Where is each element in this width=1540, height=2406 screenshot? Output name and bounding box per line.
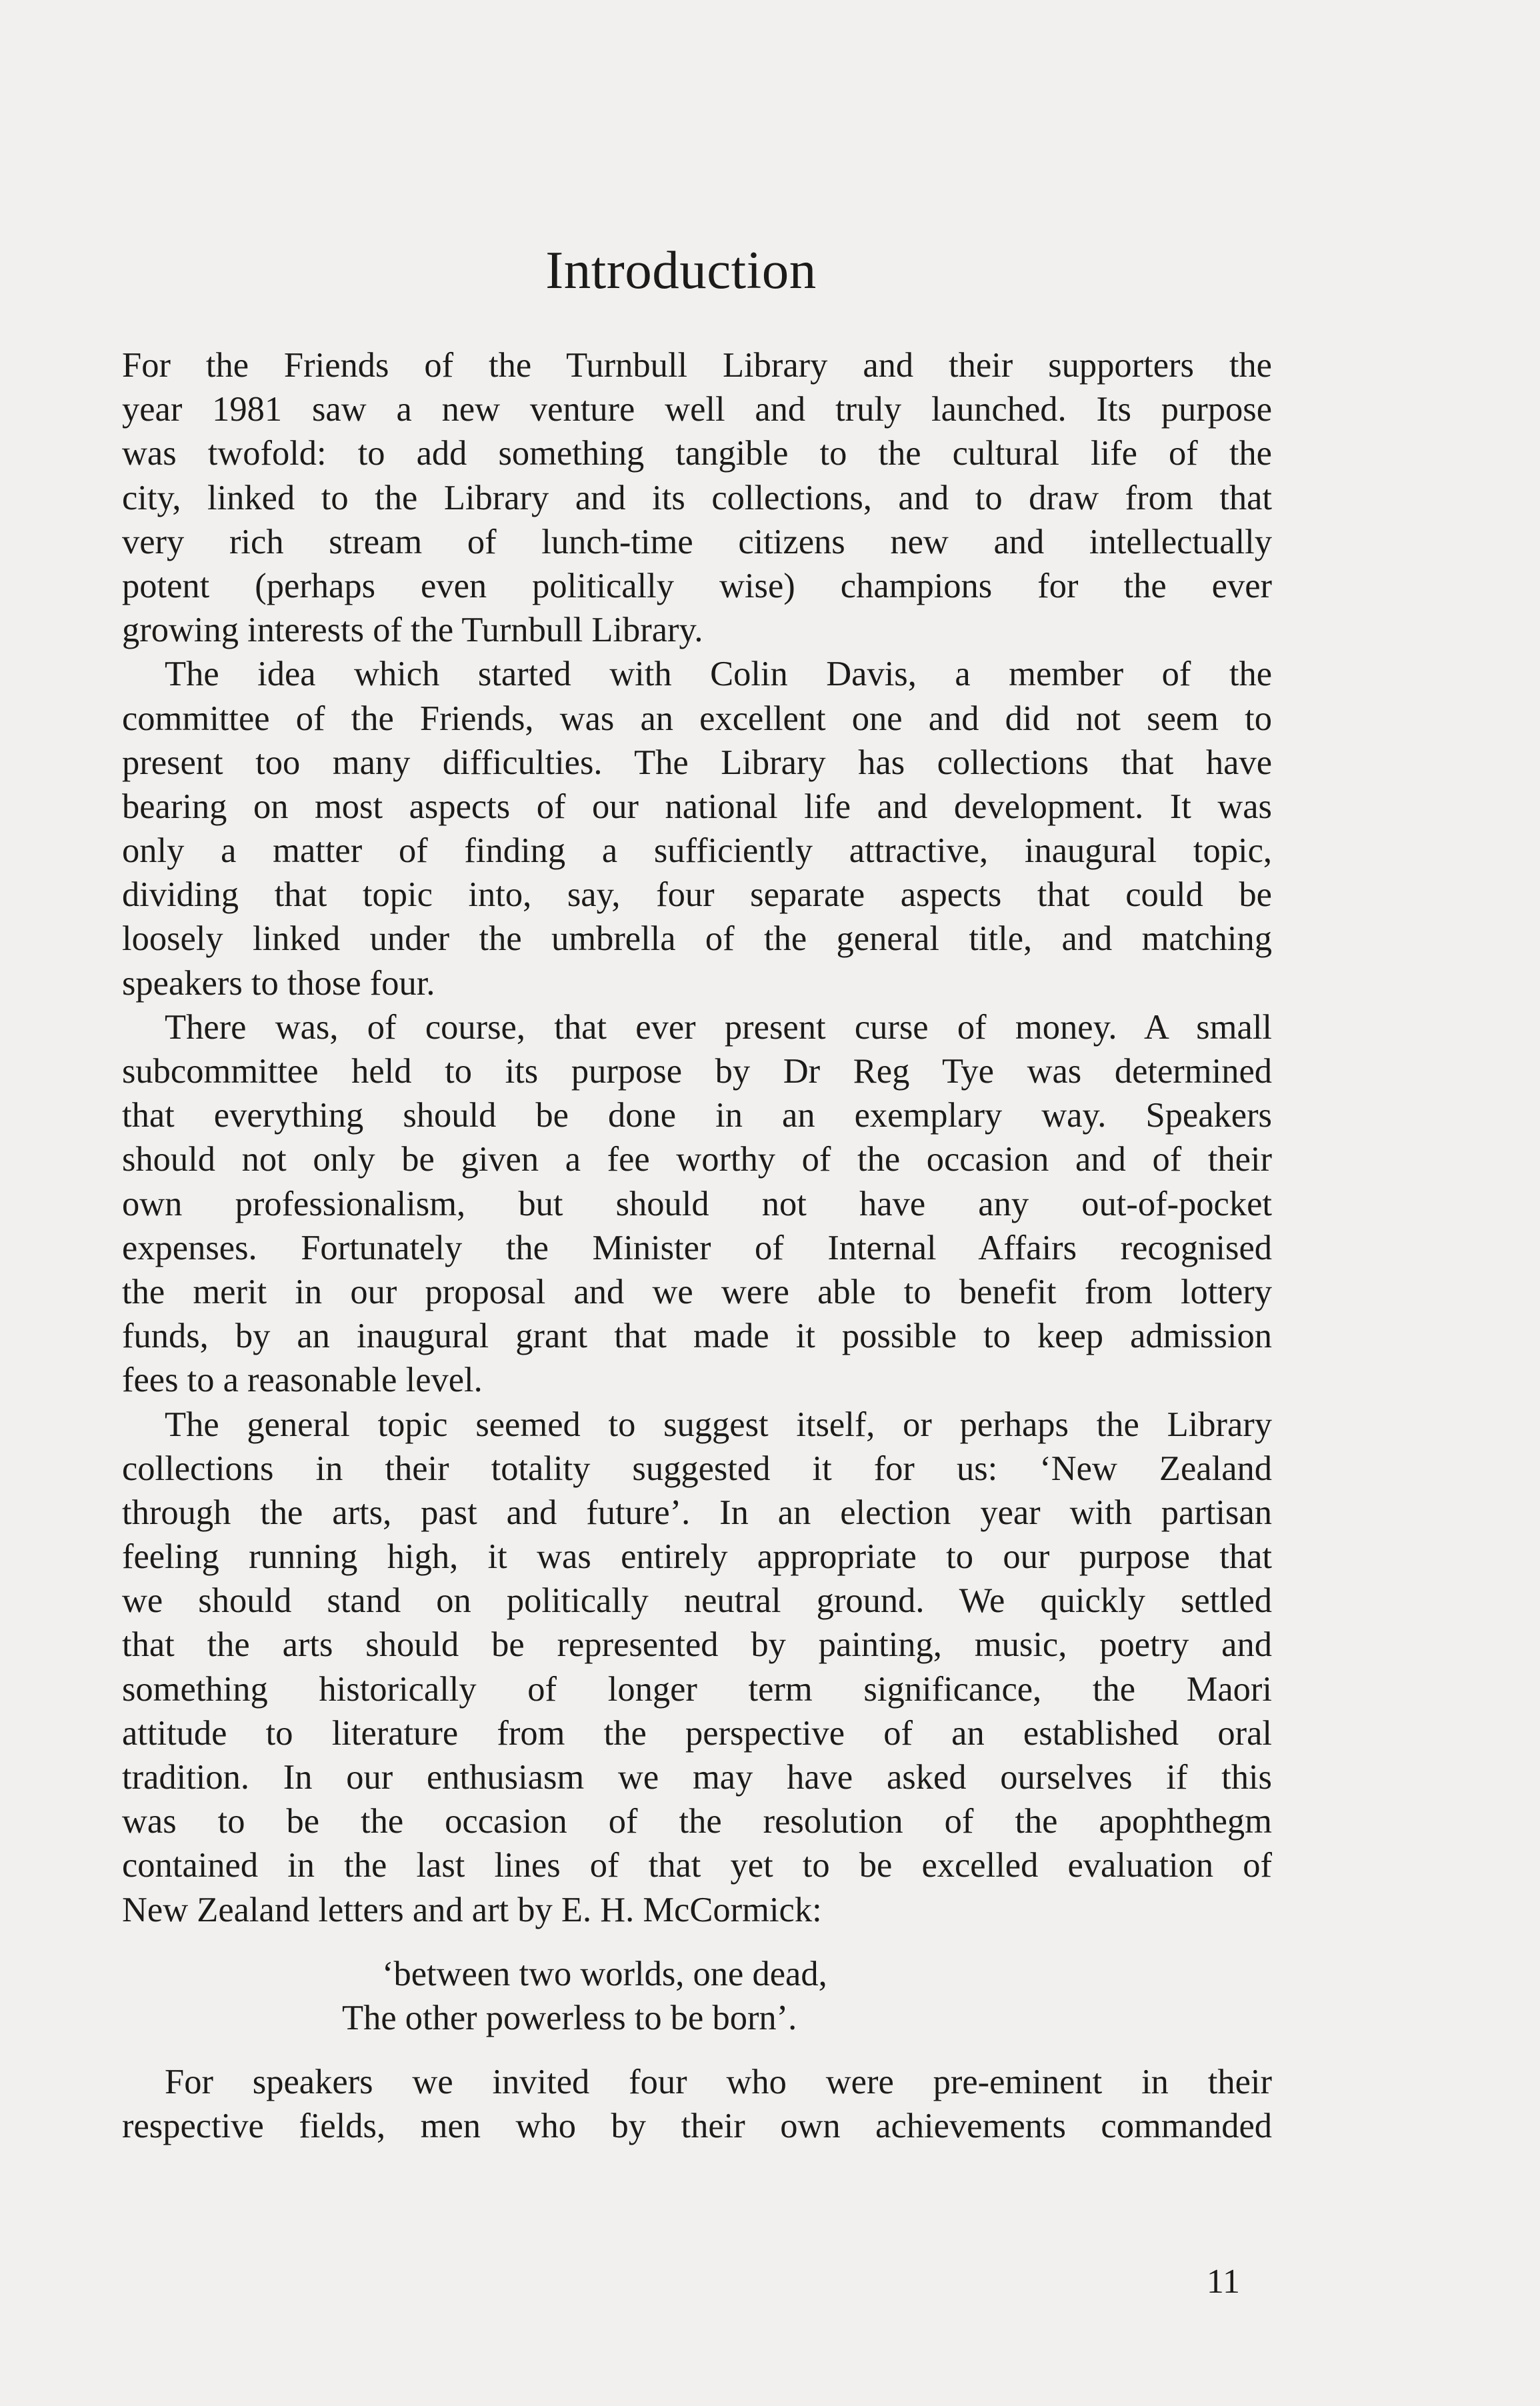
text-line: should not only be given a fee worthy of the occasion and of their xyxy=(122,1140,1272,1179)
quotation-line: ‘between two worlds, one dead, xyxy=(382,1954,827,1993)
text-line: expenses. Fortunately the Minister of Internal Affairs recognised xyxy=(122,1228,1272,1267)
text-line: was twofold: to add something tangible to the cultural life of the xyxy=(122,434,1272,473)
text-line: the merit in our proposal and we were able to benefit from lottery xyxy=(122,1272,1272,1311)
text-line: attitude to literature from the perspective of an established oral xyxy=(122,1713,1272,1753)
body-text xyxy=(122,343,1272,2149)
text-line: subcommittee held to its purpose by Dr Reg Tye was determined xyxy=(122,1052,1272,1091)
text-line: feeling running high, it was entirely appropriate to our purpose that xyxy=(122,1537,1272,1577)
text-line: There was, of course, that ever present curse of money. A small xyxy=(165,1007,1272,1047)
text-line: The general topic seemed to suggest itself, or perhaps the Library xyxy=(165,1405,1272,1444)
text-line: present too many difficulties. The Library has collections that have xyxy=(122,743,1272,782)
text-line: For speakers we invited four who were pre-eminent in their xyxy=(165,2063,1272,2102)
text-line: that everything should be done in an exemplary way. Speakers xyxy=(122,1096,1272,1135)
text-line: very rich stream of lunch-time citizens new and intellectually xyxy=(122,522,1272,561)
text-line: New Zealand letters and art by E. H. McCormick: xyxy=(122,1890,822,1929)
text-line: fees to a reasonable level. xyxy=(122,1361,483,1400)
text-line: contained in the last lines of that yet to be excelled evaluation of xyxy=(122,1846,1272,1885)
text-line: funds, by an inaugural grant that made it possible to keep admission xyxy=(122,1317,1272,1356)
text-line: respective fields, men who by their own achievements commanded xyxy=(122,2107,1272,2146)
page-title: Introduction xyxy=(545,240,817,300)
text-line: loosely linked under the umbrella of the general title, and matching xyxy=(122,919,1272,959)
text-line: year 1981 saw a new venture well and truly launched. Its purpose xyxy=(122,390,1272,429)
text-line: For the Friends of the Turnbull Library and their supporters the xyxy=(122,346,1272,385)
text-line: potent (perhaps even politically wise) champions for the ever xyxy=(122,566,1272,605)
text-line: city, linked to the Library and its collections, and to draw from that xyxy=(122,478,1272,517)
text-line: we should stand on politically neutral ground. We quickly settled xyxy=(122,1581,1272,1621)
text-line: dividing that topic into, say, four separate aspects that could be xyxy=(122,875,1272,915)
text-line: was to be the occasion of the resolution of the apophthegm xyxy=(122,1802,1272,1841)
quotation-line: The other powerless to be born’. xyxy=(342,1998,797,2037)
text-line: something historically of longer term significance, the Maori xyxy=(122,1669,1272,1709)
text-line: own professionalism, but should not have any out-of-pocket xyxy=(122,1184,1272,1223)
text-line: committee of the Friends, was an excellent one and did not seem to xyxy=(122,699,1272,738)
text-line: bearing on most aspects of our national life and development. It was xyxy=(122,787,1272,826)
text-line: that the arts should be represented by painting, music, poetry and xyxy=(122,1625,1272,1665)
text-line: growing interests of the Turnbull Library. xyxy=(122,611,703,650)
text-line: The idea which started with Colin Davis, a member of the xyxy=(165,655,1272,694)
page-number: 11 xyxy=(1206,2263,1240,2301)
text-line: collections in their totality suggested it for us: ‘New Zealand xyxy=(122,1449,1272,1488)
text-line: only a matter of finding a sufficiently attractive, inaugural topic, xyxy=(122,831,1272,871)
text-line: tradition. In our enthusiasm we may have asked ourselves if this xyxy=(122,1758,1272,1797)
text-line: through the arts, past and future’. In an election year with partisan xyxy=(122,1493,1272,1532)
text-line: speakers to those four. xyxy=(122,963,435,1003)
